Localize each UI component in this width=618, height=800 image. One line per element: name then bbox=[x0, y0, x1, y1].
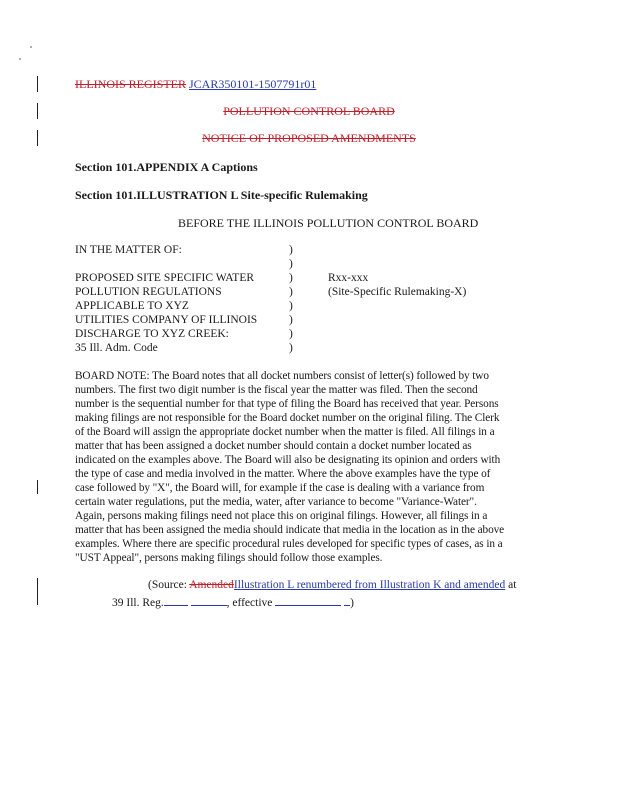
party-line: UTILITIES COMPANY OF ILLINOIS bbox=[75, 314, 258, 326]
caption-heading: BEFORE THE ILLINOIS POLLUTION CONTROL BOARD bbox=[178, 216, 479, 230]
caption-paren: ) bbox=[289, 258, 293, 270]
source-reg-line bbox=[112, 594, 354, 609]
board-struck-text: POLLUTION CONTROL BOARD bbox=[223, 104, 395, 118]
section-appendix-title: Section 101.APPENDIX A Captions bbox=[75, 160, 258, 174]
board-note-line: matter that has been assigned a docket number should contain a docket number located as bbox=[75, 440, 472, 452]
board-note-line: of the Board will assign the appropriate docket number when the matter is filed. All filings in a bbox=[75, 426, 495, 438]
board-note-line: matter that has been assigned the media should indicate that media in the location as in the above bbox=[75, 524, 505, 536]
board-header bbox=[0, 104, 618, 119]
register-header bbox=[75, 77, 316, 92]
caption-paren: ) bbox=[289, 244, 293, 256]
source-note-line bbox=[148, 579, 516, 591]
source-struck-text: Amended bbox=[189, 579, 234, 591]
board-note-line: number is the sequential number for that type of filing the Board has received that year. Persons bbox=[75, 398, 499, 410]
caption-paren: ) bbox=[289, 286, 293, 298]
matter-label: IN THE MATTER OF: bbox=[75, 244, 182, 256]
reg-page-blank bbox=[191, 594, 227, 606]
party-line: APPLICABLE TO XYZ bbox=[75, 300, 189, 312]
scan-speck bbox=[19, 58, 21, 60]
board-note-line: "UST Appeal", persons making filings should follow those examples. bbox=[75, 552, 383, 564]
scan-speck bbox=[30, 46, 32, 48]
change-bar bbox=[37, 480, 38, 494]
board-note-line: making filings are not responsible for the Board docket number on the original filing. The Clerk bbox=[75, 412, 500, 424]
docket-type: (Site-Specific Rulemaking-X) bbox=[328, 286, 467, 298]
caption-paren: ) bbox=[289, 328, 293, 340]
board-note-line: Again, persons making filings need not place this on original filings. However, all filings in a bbox=[75, 510, 488, 522]
board-note-line: the type of case and media involved in the matter. Where the above examples have the type of bbox=[75, 468, 491, 480]
source-effective-label: , effective bbox=[226, 597, 276, 609]
caption-paren: ) bbox=[289, 300, 293, 312]
party-line: PROPOSED SITE SPECIFIC WATER bbox=[75, 272, 255, 284]
board-note-line: examples. Where there are specific procedural rules developed for specific types of cases, as in a bbox=[75, 538, 503, 550]
party-line: 35 Ill. Adm. Code bbox=[75, 342, 158, 354]
board-note-line: indicated on the examples above. The Board will also be designating its opinion and orders with bbox=[75, 454, 501, 466]
board-note-line: numbers. The first two digit number is the fiscal year the matter was filed. Then the second bbox=[75, 384, 478, 396]
source-inserted-text: Illustration L renumbered from Illustration K and amended bbox=[233, 579, 506, 591]
source-reg-prefix: 39 Ill. Reg. bbox=[112, 597, 164, 609]
notice-header bbox=[0, 131, 618, 146]
change-bar bbox=[37, 76, 38, 92]
register-inserted-text: JCAR350101-1507791r01 bbox=[189, 77, 317, 91]
caption-paren: ) bbox=[289, 314, 293, 326]
party-line: DISCHARGE TO XYZ CREEK: bbox=[75, 328, 229, 340]
caption-paren: ) bbox=[289, 342, 293, 354]
docket-number: Rxx-xxx bbox=[328, 272, 369, 284]
board-note-line: certain water regulations, put the media, water, after variance to become "Variance-Water". bbox=[75, 496, 477, 508]
reg-volume-blank bbox=[164, 594, 188, 606]
board-note-line: BOARD NOTE: The Board notes that all docket numbers consist of letter(s) followed by two bbox=[75, 370, 489, 382]
source-suffix: at bbox=[505, 579, 517, 591]
register-struck-text: ILLINOIS REGISTER bbox=[75, 77, 186, 91]
caption-paren: ) bbox=[289, 272, 293, 284]
board-note-line: case followed by "X", the Board will, for example if the case is dealing with a variance from bbox=[75, 482, 485, 494]
change-bar bbox=[37, 578, 38, 605]
notice-struck-text: NOTICE OF PROPOSED AMENDMENTS bbox=[202, 131, 416, 145]
party-line: POLLUTION REGULATIONS bbox=[75, 286, 222, 298]
source-prefix: (Source: bbox=[148, 579, 190, 591]
source-close: ) bbox=[350, 597, 354, 609]
section-illustration-title: Section 101.ILLUSTRATION L Site-specific Rulemaking bbox=[75, 188, 368, 202]
effective-date-blank bbox=[275, 594, 341, 606]
